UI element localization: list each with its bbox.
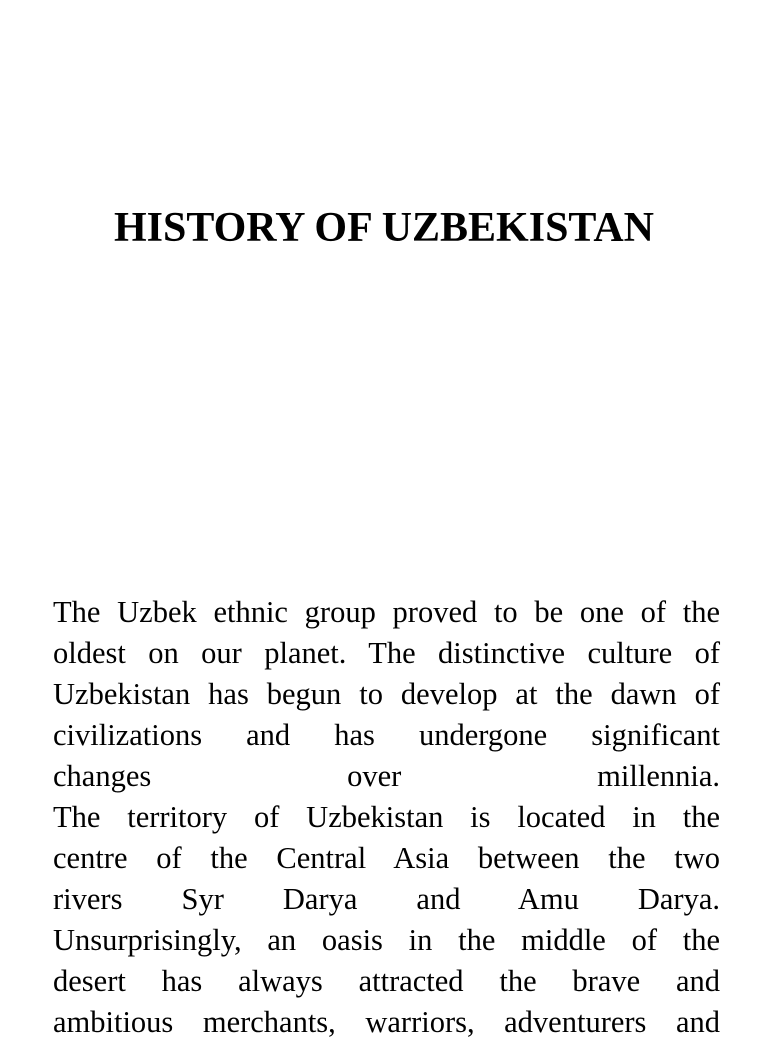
- text-line: centre of the Central Asia between the two: [53, 841, 720, 875]
- text-line: The territory of Uzbekistan is located in the: [53, 800, 720, 834]
- text-line: desert has always attracted the brave and: [53, 964, 720, 998]
- text-line: Uzbekistan has begun to develop at the dawn of: [53, 677, 720, 711]
- text-line: rivers Syr Darya and Amu Darya.: [53, 882, 720, 916]
- text-line: changes over millennia.: [53, 759, 720, 793]
- text-line: oldest on our planet. The distinctive culture of: [53, 636, 720, 670]
- body-paragraph: [53, 592, 720, 1043]
- text-line: ambitious merchants, warriors, adventurers and: [53, 1005, 720, 1039]
- text-line: civilizations and has undergone significant: [53, 718, 720, 752]
- page-title: HISTORY OF UZBEKISTAN: [114, 205, 654, 251]
- text-line: The Uzbek ethnic group proved to be one of the: [53, 595, 720, 629]
- text-line: Unsurprisingly, an oasis in the middle of the: [53, 923, 720, 957]
